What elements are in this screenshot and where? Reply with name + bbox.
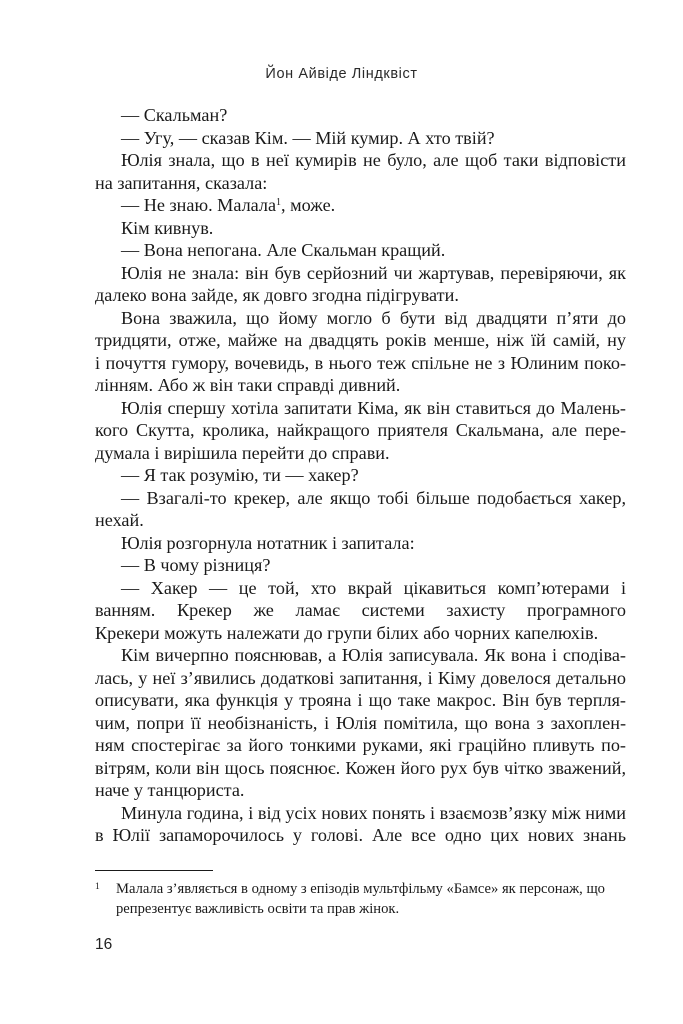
text-line: Юлія спершу хотіла запитати Кіма, як він ставиться до Малень- [121, 397, 626, 418]
text-line: на запитання, сказала: [95, 172, 268, 193]
text-line: Кім кивнув. [121, 217, 214, 238]
text-line: думала і вирішила перейти до справи. [95, 442, 390, 463]
text-line: вітрям, коли він щось пояснює. Кожен його рух був чітко зважений, [95, 757, 626, 778]
text-line: наче у танцюриста. [95, 780, 245, 800]
text-line [95, 194, 626, 217]
text-line: в Юлії запаморочилось у голові. Але все одно цих нових знань [95, 825, 626, 845]
text-line: Вона зважила, що йому могло б бути від двадцяти п’яти до [121, 307, 626, 328]
text-line: Юлія розгорнула нотатник і запитала: [121, 532, 415, 553]
text-line: і почуття гумору, вочевидь, в нього теж спільне не з Юлиним поко- [95, 352, 626, 373]
footnote-reference: 1 [276, 197, 282, 208]
page-number: 16 [95, 936, 113, 953]
text-line: — Скальман? [121, 105, 228, 125]
text-line: ням спостерігає за його тонкими руками, які граційно пливуть по- [95, 735, 626, 755]
text-line: — Взагалі-то крекер, але якщо тобі більше подобається хакер, [121, 487, 626, 508]
text-line: Юлія не знала: він був серйозний чи жартував, перевіряючи, як [121, 262, 626, 283]
text-line: — Хакер — це той, хто вкрай цікавиться комп’ютерами і [121, 577, 626, 598]
main-text [95, 104, 626, 847]
text-line: далеко вона зайде, як довго згодна підігрувати. [95, 285, 459, 305]
text-line: лінням. Або ж він таки справді дивний. [95, 375, 401, 395]
text-line: Кім вичерпно пояснював, а Юлія записувала. Як вона і сподіва- [121, 645, 626, 665]
text-line: — В чому різниця? [121, 555, 271, 575]
footnote-text: Малала з’являється в одному з епізодів мультфільму «Бамсе» як персонаж, що репрезентує важливість освіти та прав жінок. [116, 881, 605, 917]
footnote-mark: 1 [95, 882, 100, 892]
running-header: Йон Айвіде Ліндквіст [265, 66, 418, 82]
text-line: — Угу, — сказав Кім. — Мій кумир. А хто твій? [121, 127, 495, 148]
footnote [95, 879, 626, 919]
text-line: кого Скутта, кролика, найкращого приятеля Скальмана, але пере- [95, 420, 626, 440]
text-line: Юлія знала, що в неї кумирів не було, але щоб таки відповісти [121, 150, 626, 170]
text-line: нехай. [95, 510, 144, 530]
text-line: лась, у неї з’явились додаткові запитання, і Кіму довелося детально [95, 667, 626, 688]
text-line: ванням. Крекер же ламає системи захисту програмного [95, 600, 626, 620]
text-line: описувати, яка функція у трояна і що таке макрос. Він був терпля- [95, 690, 626, 710]
text-line: чим, попри її необізнаність, і Юлія помітила, що вона з захоплен- [95, 712, 626, 733]
text-fragment: , може. [281, 195, 336, 215]
text-line: — Я так розумію, ти — хакер? [121, 465, 359, 485]
text-line: Минула година, і від усіх нових понять і взаємозв’язку між ними [121, 802, 626, 823]
footnote-divider [95, 870, 213, 871]
text-line: тридцяти, отже, майже на двадцять років менше, ніж їй самій, ну [95, 330, 626, 350]
text-fragment: — Не знаю. Малала [121, 195, 277, 215]
text-line: — Вона непогана. Але Скальман кращий. [121, 240, 446, 260]
text-line: Крекери можуть належати до групи білих або чорних капелюхів. [95, 622, 599, 643]
